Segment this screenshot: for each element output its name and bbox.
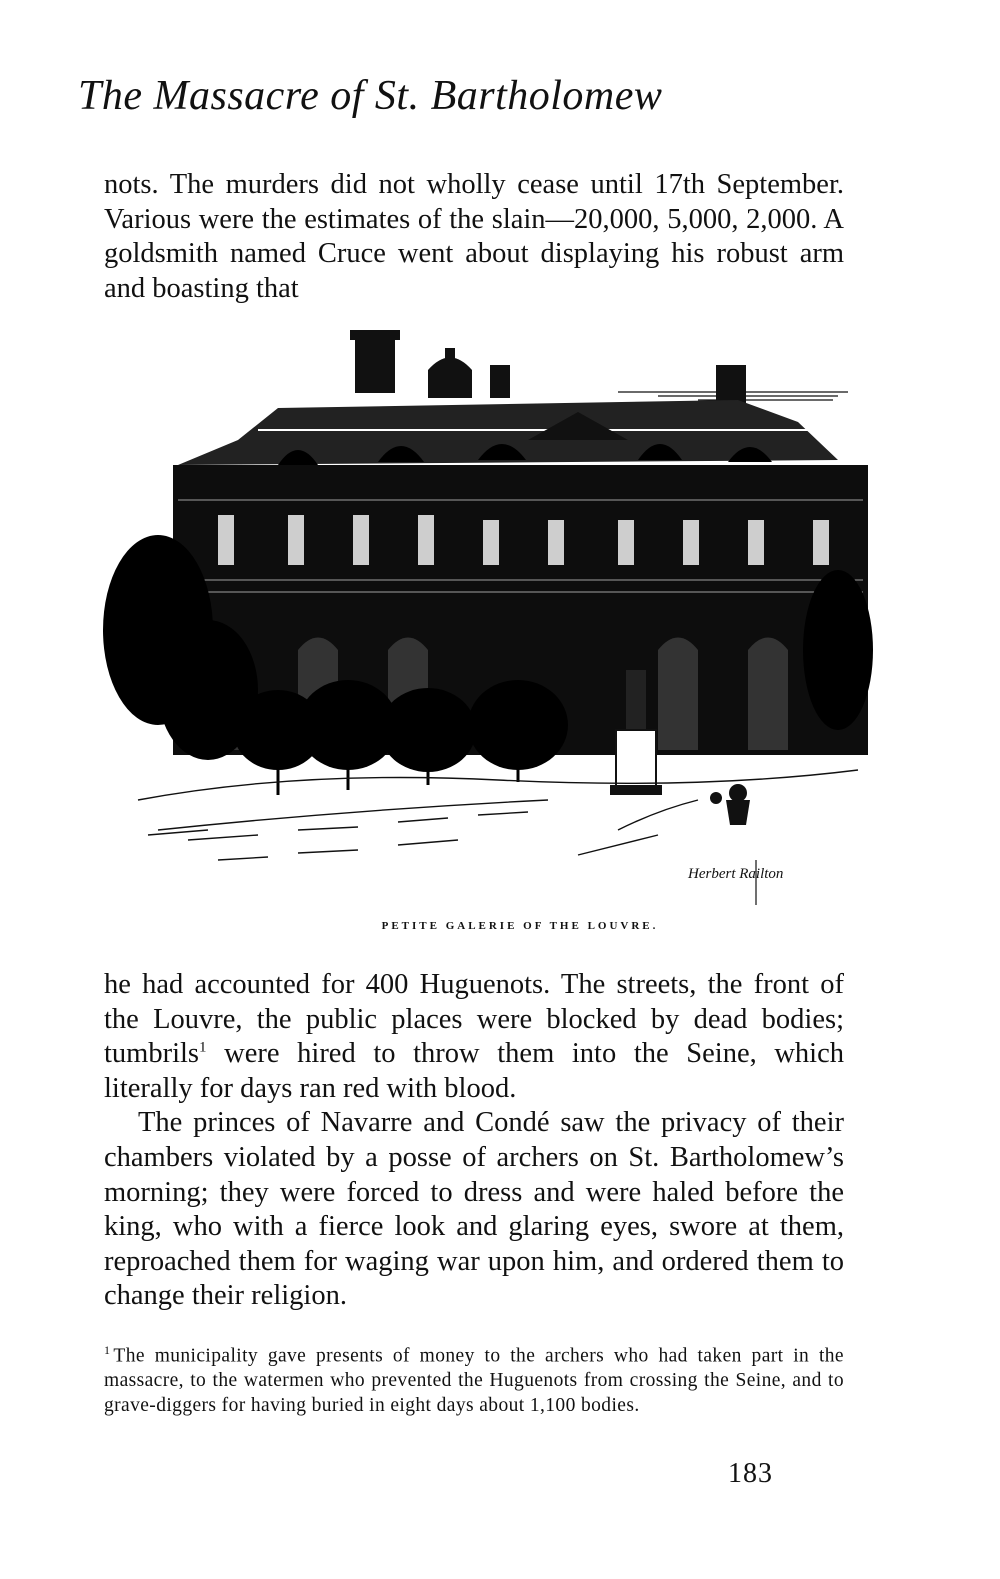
- body-paragraph-top: [104, 168, 844, 306]
- footnote: [104, 1338, 844, 1418]
- footnote-mark: 1: [104, 1343, 111, 1357]
- paragraph-text-after-ref: were hired to throw them into the Seine, which literally for days ran red with blood.: [104, 1038, 844, 1104]
- paragraph-princes: The princes of Navarre and Condé saw the privacy of their chambers violated by a posse of archers on St. Bartholomew’s morning; they were forced to dress and were haled before the king, who with a fierce look and glaring eyes, swore at them, reproached them for waging war upon him, and ordered them to change their religion.: [104, 1107, 844, 1312]
- paragraph-continued-after-illustration: [104, 968, 844, 1106]
- paragraph-continued: nots. The murders did not wholly cease until 17th September. Various were the estimates of the slain—20,000, 5,000, 2,000. A goldsmith named Cruce went about displaying his robust arm and boasting that: [104, 169, 844, 304]
- louvre-illustration: [98, 330, 873, 910]
- page-number: 183: [728, 1458, 773, 1489]
- illustration-signature: Herbert Railton: [688, 866, 784, 882]
- body-paragraph-bottom: [104, 968, 844, 1314]
- footnote-text: The municipality gave presents of money to the archers who had taken part in the massacre, to the watermen who prevented the Huguenots from crossing the Seine, and to grave-diggers for having buried in eight days about 1,100 bodies.: [104, 1345, 844, 1416]
- footnote-reference: 1: [199, 1039, 207, 1056]
- running-head: The Massacre of St. Bartholomew: [78, 73, 663, 119]
- illustration-caption: [0, 920, 1000, 932]
- caption-text: PETITE GALERIE OF THE LOUVRE.: [381, 920, 659, 932]
- paragraph-text-before-ref: he had accounted for 400 Huguenots. The streets, the front of the Louvre, the public places were blocked by dead bodies; tumbrils: [104, 969, 844, 1070]
